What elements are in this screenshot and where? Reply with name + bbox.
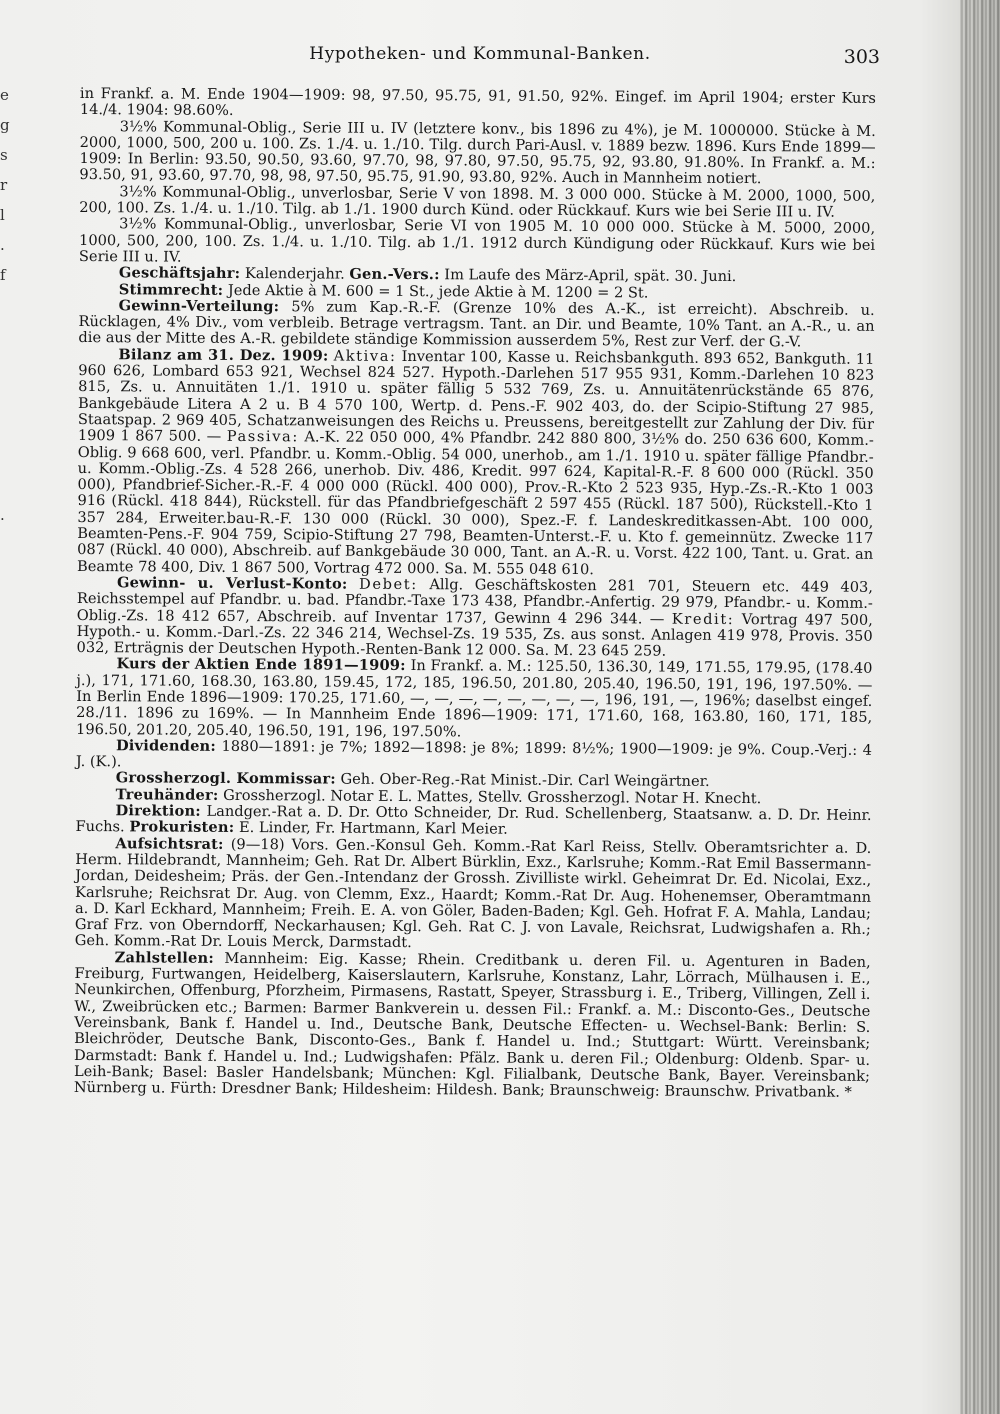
paragraph-zahlstellen [74, 950, 871, 1102]
text-kommissar: Geh. Ober-Reg.-Rat Minist.-Dir. Carl Weingärtner. [340, 771, 710, 791]
label-treuhaender: Treuhänder: [115, 785, 219, 804]
text-passiva: A.-K. 22 050 000, 4% Pfandbr. 242 880 800, 3½% do. 250 636 600, Komm.-Oblig. 9 668 600, verl. Pfandbr. u. Komm.-Oblig. 54 000, unerhob., am 1./1. 1910 u. später fällige Pfandbr.- u. Komm.-Oblig.-Zs. 4 528 266, unerhob. Div. 486, Kredit. 997 624, Kapital-R.-F. 8 600 000 (Rückl. 350 000), Pfandbrief-Sicher.-R.-F. 4 000 000 (Rückl. 400 000), Prov.-R.-Kto 2 523 935, Hyp.-Zs.-R.-Kto 1 003 916 (Rückl. 418 844), Rückstell. für das Pfandbriefgeschäft 2 597 455 (Rückl. 187 500), Rückstell.-Kto 1 357 284, Erweiter.bau-R.-F. 130 000 (Rückl. 30 000), Spez.-F. f. Landeskreditkassen-Abt. 100 000, Beamten-Pens.-F. 904 759, Scipio-Stiftung 27 798, Beamten-Unterst.-F. u. Kto f. gemeinnütz. Zwecke 117 087 (Rückl. 40 000), Abschreib. auf Bankgebäude 30 000, Tant. an A.-R. u. Vorst. 422 100, Tant. u. Grat. an Beamte 78 400, Div. 1 867 500, Vortrag 472 000. Sa. M. 555 048 610. [77, 428, 874, 578]
label-bilanz: Bilanz am 31. Dez. 1909: [118, 345, 329, 365]
margin-letter: r [0, 176, 8, 194]
text-zahlstellen: Mannheim: Eig. Kasse; Rhein. Creditbank u. deren Fil. u. Agenturen in Baden, Freiburg, Furtwangen, Heidelberg, Kaiserslautern, Karlsruhe, Konstanz, Lahr, Lörrach, Mülhausen i. E., Neunkirchen, Offenburg, Pforzheim, Pirmasens, Rastatt, Speyer, Strassburg i. E., Triberg, Villingen, Zell i. W., Zweibrücken etc.; Barmen: Barmer Bankverein u. dessen Fil.: Frankf. a. M.: Disconto-Ges., Deutsche Vereinsbank, Bank f. Handel u. Ind., Deutsche Bank, Deutsche Effecten- u. Wechsel-Bank: Berlin: S. Bleichröder, Deutsche Bank, Disconto-Ges., Bank f. Handel u. Ind.; Stuttgart: Württ. Vereinsbank; Darmstadt: Bank f. Handel u. Ind.; Ludwigshafen: Pfälz. Bank u. deren Fil.; Oldenburg: Oldenb. Spar- u. Leih-Bank; Basel: Basler Handelsbank; München: Kgl. Filialbank, Deutsche Bank, Bayer. Vereinsbank; Nürnberg u. Fürth: Dresdner Bank; Hildesheim: Hildesh. Bank; Braunschweig: Braunschw. Privatbank. * [73, 949, 871, 1101]
text-dividenden: 1880—1891: je 7%; 1892—1898: je 8%; 1899: 8½%; 1900—1909: je 9%. Coup.-Verj.: 4 J. (K.). [75, 737, 873, 771]
label-geschaeftsjahr: Geschäftsjahr: [118, 264, 241, 283]
margin-letter: . [0, 236, 5, 254]
text-geschaeftsjahr: Kalenderjahr. [244, 265, 345, 283]
text-debet: Allg. Geschäftskosten 281 701, Steuern etc. 449 403, Reichsstempel auf Pfandbr. u. bad. Pfandbr.-Taxe 173 438, Pfandbr.-Anfertig. 29 979, Pfandbr.- u. Komm.-Oblig.-Zs. 18 412 657, Abschreib. auf Inventar 1737, Gewinn 4 296 344. — [76, 576, 874, 628]
paragraph-kommunal-oblig-iii-iv: 3½% Kommunal-Oblig., Serie III u. IV (letztere konv., bis 1896 zu 4%), je M. 1000000. Stücke à M. 2000, 1000, 500, 200 u. 100. Zs. 1./4. u. 1./10. Tilg. durch Pari-Ausl. v. 1889 bezw. 1896. Kurs Ende 1899—1909: In Berlin: 93.50, 90.50, 93.60, 97.70, 98, 97.80, 97.50, 95.75, 92, 93.80, 91.80%. In Frankf. a. M.: 93.50, 91, 93.60, 97.70, 98, 98, 97.50, 95.75, 91.90, 93.80, 92%. Auch in Mannheim notiert. [79, 117, 876, 188]
paragraph-bilanz [77, 347, 874, 580]
label-gewinn-verteilung: Gewinn-Verteilung: [118, 297, 280, 316]
margin-letter: l [0, 206, 5, 224]
label-aktiva: Aktiva: [333, 347, 397, 365]
label-direktion: Direktion: [115, 802, 201, 820]
text-aktiva: Inventar 100, Kasse u. Reichsbankguth. 893 652, Bankguth. 11 960 626, Lombard 653 921, Wechsel 824 527. Hypoth.-Darlehen 517 955 931, Komm.-Darlehen 10 823 815, Zs. u. Annuitäten 1./1. 1910 u. später fällig 5 532 769, Zs. u. Annuitätenrückstände 65 876, Bankgebäude Litera A 2 u. B 4 570 100, Wertp. d. Pens.-F. 902 403, do. der Scipio-Stiftung 27 985, Staatspap. 2 969 405, Schatzanweisungen des Reichs u. Preussens, bereitgestellt zur Zahlung der Div. für 1909 1 867 500. — [77, 347, 875, 446]
label-passiva: Passiva: [226, 428, 299, 446]
text-stimmrecht: Jede Aktie à M. 600 = 1 St., jede Aktie à M. 1200 = 2 St. [227, 281, 649, 302]
text-treuhaender: Grossherzogl. Notar E. L. Mattes, Stellv. Grossherzogl. Notar H. Knecht. [223, 786, 762, 807]
label-prokuristen: Prokuristen: [129, 818, 235, 837]
label-dividenden: Dividenden: [115, 737, 217, 755]
text-prokuristen: E. Linder, Fr. Hartmann, Karl Meier. [238, 819, 508, 838]
paragraph-kommunal-oblig-vi: 3½% Kommunal-Oblig., unverlosbar, Serie VI von 1905 M. 10 000 000. Stücke à M. 5000, 2000, 1000, 500, 200, 100. Zs. 1./4. u. 1./10. Tilg. ab 1./1. 1912 durch Kündigung oder Rückkauf. Kurs wie bei Serie III u. IV. [78, 215, 876, 266]
margin-letter: e [0, 86, 9, 104]
page-body [74, 86, 876, 1101]
label-kredit: Kredit: [671, 610, 735, 628]
text-kredit: Vortrag 497 500, Hypoth.- u. Komm.-Darl.-Zs. 22 346 214, Wechsel-Zs. 19 535, Zs. aus sonst. Anlagen 419 978, Provis. 350 032, Erträgnis der Deutschen Hypoth.-Renten-Bank 12 000. Sa. M. 23 645 259. [76, 610, 873, 660]
label-kurs-aktien: Kurs der Aktien Ende 1891—1909: [116, 655, 406, 675]
paragraph-kurs-aktien [76, 656, 872, 742]
label-gewinn-verlust: Gewinn- u. Verlust-Konto: [116, 574, 348, 593]
label-debet: Debet: [359, 575, 418, 593]
margin-letter: g [0, 116, 10, 134]
text-kurs-aktien: In Frankf. a. M.: 125.50, 136.30, 149, 171.55, 179.95, (178.40 j.), 171, 171.60, 168.30, 163.80, 159.45, 172, 185, 196.50, 201.80, 205.40, 196.50, 191, 196, 197.50%. — In Berlin Ende 1896—1909: 170.25, 171.60, —, —, —, —, —, —, —, —, 196, 191, —, 196%; daselbst eingef. 28./11. 1896 zu 169%. — In Mannheim Ende 1896—1909: 171, 171.60, 168, 163.80, 160, 171, 185, 196.50, 201.20, 205.40, 196.50, 191, 196, 197.50%. [76, 657, 873, 740]
running-header [80, 44, 880, 74]
paragraph-kurs-pfandbriefe: in Frankf. a. M. Ende 1904—1909: 98, 97.50, 95.75, 91, 91.50, 92%. Eingef. im April 1904; erster Kurs 14./4. 1904: 98.60%. [79, 85, 876, 120]
paragraph-gewinn-verteilung [78, 298, 874, 352]
paragraph-kommunal-oblig-v: 3½% Kommunal-Oblig., unverlosbar, Serie V von 1898. M. 3 000 000. Stücke à M. 2000, 1000, 500, 200, 100. Zs. 1./4. u. 1./10. Tilg. ab 1./1. 1900 durch Künd. oder Rückkauf. Kurs wie bei Serie III u. IV. [79, 183, 876, 221]
margin-letter: . [0, 506, 5, 524]
label-gen-vers: Gen.-Vers.: [349, 265, 440, 284]
text-gewinn-verteilung: 5% zum Kap.-R.-F. (Grenze 10% des A.-K., ist erreicht). Abschreib. u. Rücklagen, 4% Div., vom verbleib. Betrage vertragsm. Tant. an Dir. und Beamte, 10% Tant. an A.-R., u. an die aus der Mitte des A.-R. gebildete ständige Kommission ausserdem 5%, Rest zur Verf. der G.-V. [78, 298, 875, 351]
margin-letter: s [0, 146, 8, 164]
text-direktion: Landger.-Rat a. D. Dr. Otto Schneider, Dr. Rud. Schellenberg, Staatsanw. a. D. Dr. Heinr. Fuchs. [75, 802, 872, 836]
left-margin-fragments [0, 80, 14, 530]
label-stimmrecht: Stimmrecht: [118, 280, 224, 299]
text-gen-vers: Im Laufe des März-April, spät. 30. Juni. [444, 266, 737, 286]
paragraph-aufsichtsrat [75, 836, 872, 955]
label-kommissar: Grossherzogl. Kommissar: [115, 769, 336, 789]
label-zahlstellen: Zahlstellen: [114, 948, 215, 967]
page-title: Hypotheken- und Kommunal-Banken. [309, 44, 651, 64]
page-number: 303 [843, 46, 880, 68]
label-aufsichtsrat: Aufsichtsrat: [115, 834, 224, 853]
margin-letter: f [0, 266, 6, 284]
paragraph-gewinn-verlust [77, 575, 873, 661]
text-aufsichtsrat: (9—18) Vors. Gen.-Konsul Geh. Komm.-Rat Karl Reiss, Stellv. Oberamtsrichter a. D. Herm. Hildebrandt, Mannheim; Geh. Rat Dr. Albert Bürklin, Exz., Karlsruhe; Komm.-Rat Emil Bassermann-Jordan, Deidesheim; Präs. der Gen.-Intendanz der Grossh. Zivilliste wirkl. Geheimrat Dr. Ed. Nicolai, Exz., Karlsruhe; Reichsrat Dr. Aug. von Clemm, Exz., Haardt; Komm.-Rat Dr. Aug. Hohenemser, Oberamtmann a. D. Karl Eckhard, Mannheim; Freih. E. A. von Göler, Baden-Baden; Kgl. Geh. Hofrat F. A. Mahla, Landau; Graf Frz. von Oberndorff, Neckarhausen; Kgl. Geh. Rat C. J. von Lavale, Reichsrat, Ludwigshafen a. Rh.; Geh. Komm.-Rat Dr. Louis Merck, Darmstadt. [74, 835, 872, 952]
book-spine-shadow [960, 0, 1000, 1414]
